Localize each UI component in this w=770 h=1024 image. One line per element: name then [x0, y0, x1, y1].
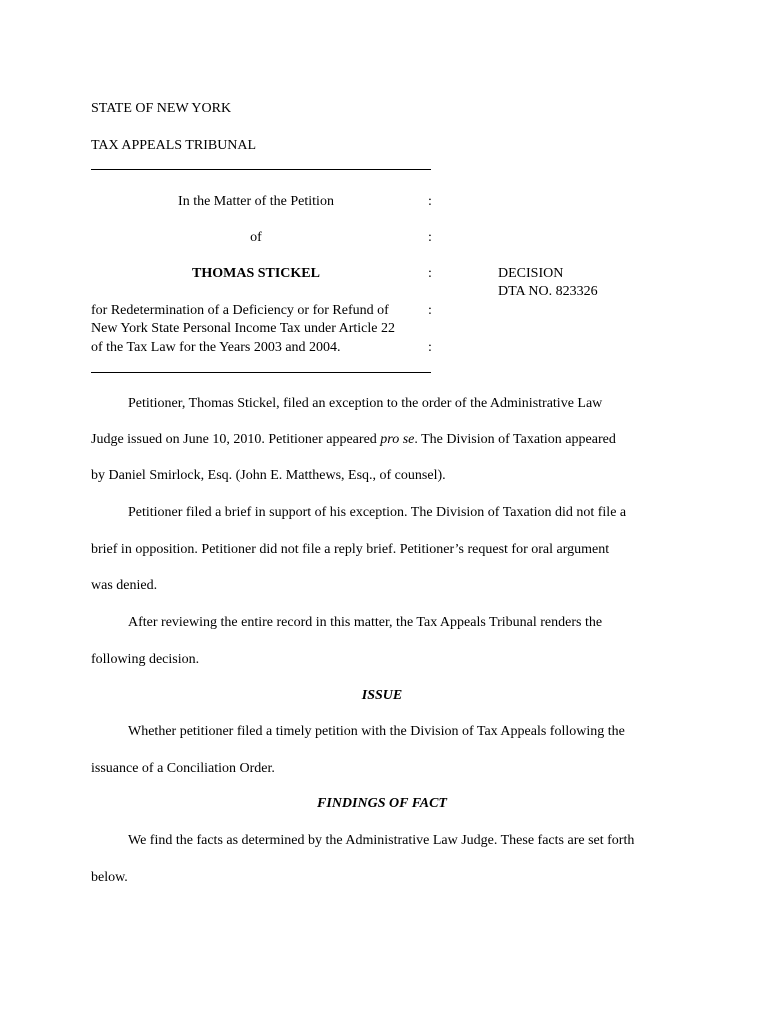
caption-colon-4: :: [428, 303, 432, 318]
paragraph-5-line-1: We find the facts as determined by the Administrative Law Judge. These facts are set forth: [128, 833, 635, 848]
caption-colon-5: :: [428, 340, 432, 355]
paragraph-3-line-2: following decision.: [91, 652, 200, 667]
caption-top-rule: [91, 169, 431, 170]
pro-se-italic: pro se: [380, 432, 415, 447]
paragraph-3-line-1: After reviewing the entire record in this matter, the Tax Appeals Tribunal renders the: [128, 615, 603, 630]
caption-bottom-rule: [91, 372, 431, 373]
tribunal-header: TAX APPEALS TRIBUNAL: [91, 138, 257, 153]
paragraph-1-line-2-text-a: Judge issued on June 10, 2010. Petitioner appeared: [91, 432, 381, 447]
paragraph-2-line-3: was denied.: [91, 578, 158, 593]
caption-of: of: [250, 230, 262, 245]
caption-purpose-line-2: New York State Personal Income Tax under Article 22: [91, 321, 395, 336]
issue-heading: ISSUE: [361, 688, 403, 703]
paragraph-2-line-2: brief in opposition. Petitioner did not file a reply brief. Petitioner’s request for oral argument: [91, 542, 610, 557]
caption-purpose-line-1: for Redetermination of a Deficiency or for Refund of: [91, 303, 389, 318]
paragraph-1-line-3: by Daniel Smirlock, Esq. (John E. Matthews, Esq., of counsel).: [91, 468, 446, 483]
decision-label: DECISION: [498, 266, 564, 281]
dta-number: DTA NO. 823326: [498, 284, 598, 299]
caption-petitioner: THOMAS STICKEL: [192, 266, 320, 281]
paragraph-1-line-2-text-b: . The Division of Taxation appeared: [414, 432, 616, 447]
caption-colon-1: :: [428, 194, 432, 209]
state-header: STATE OF NEW YORK: [91, 101, 232, 116]
paragraph-4-line-2: issuance of a Conciliation Order.: [91, 761, 275, 776]
caption-matter: In the Matter of the Petition: [178, 194, 334, 209]
caption-colon-3: :: [428, 266, 432, 281]
paragraph-2-line-1: Petitioner filed a brief in support of his exception. The Division of Taxation did not file a: [128, 505, 627, 520]
findings-heading: FINDINGS OF FACT: [317, 796, 447, 811]
caption-purpose-line-3: of the Tax Law for the Years 2003 and 2004.: [91, 340, 341, 355]
paragraph-1-line-2: [91, 431, 691, 448]
caption-colon-2: :: [428, 230, 432, 245]
paragraph-4-line-1: Whether petitioner filed a timely petition with the Division of Tax Appeals following the: [128, 724, 625, 739]
paragraph-1-line-1: Petitioner, Thomas Stickel, filed an exception to the order of the Administrative Law: [128, 396, 603, 411]
paragraph-5-line-2: below.: [91, 870, 128, 885]
